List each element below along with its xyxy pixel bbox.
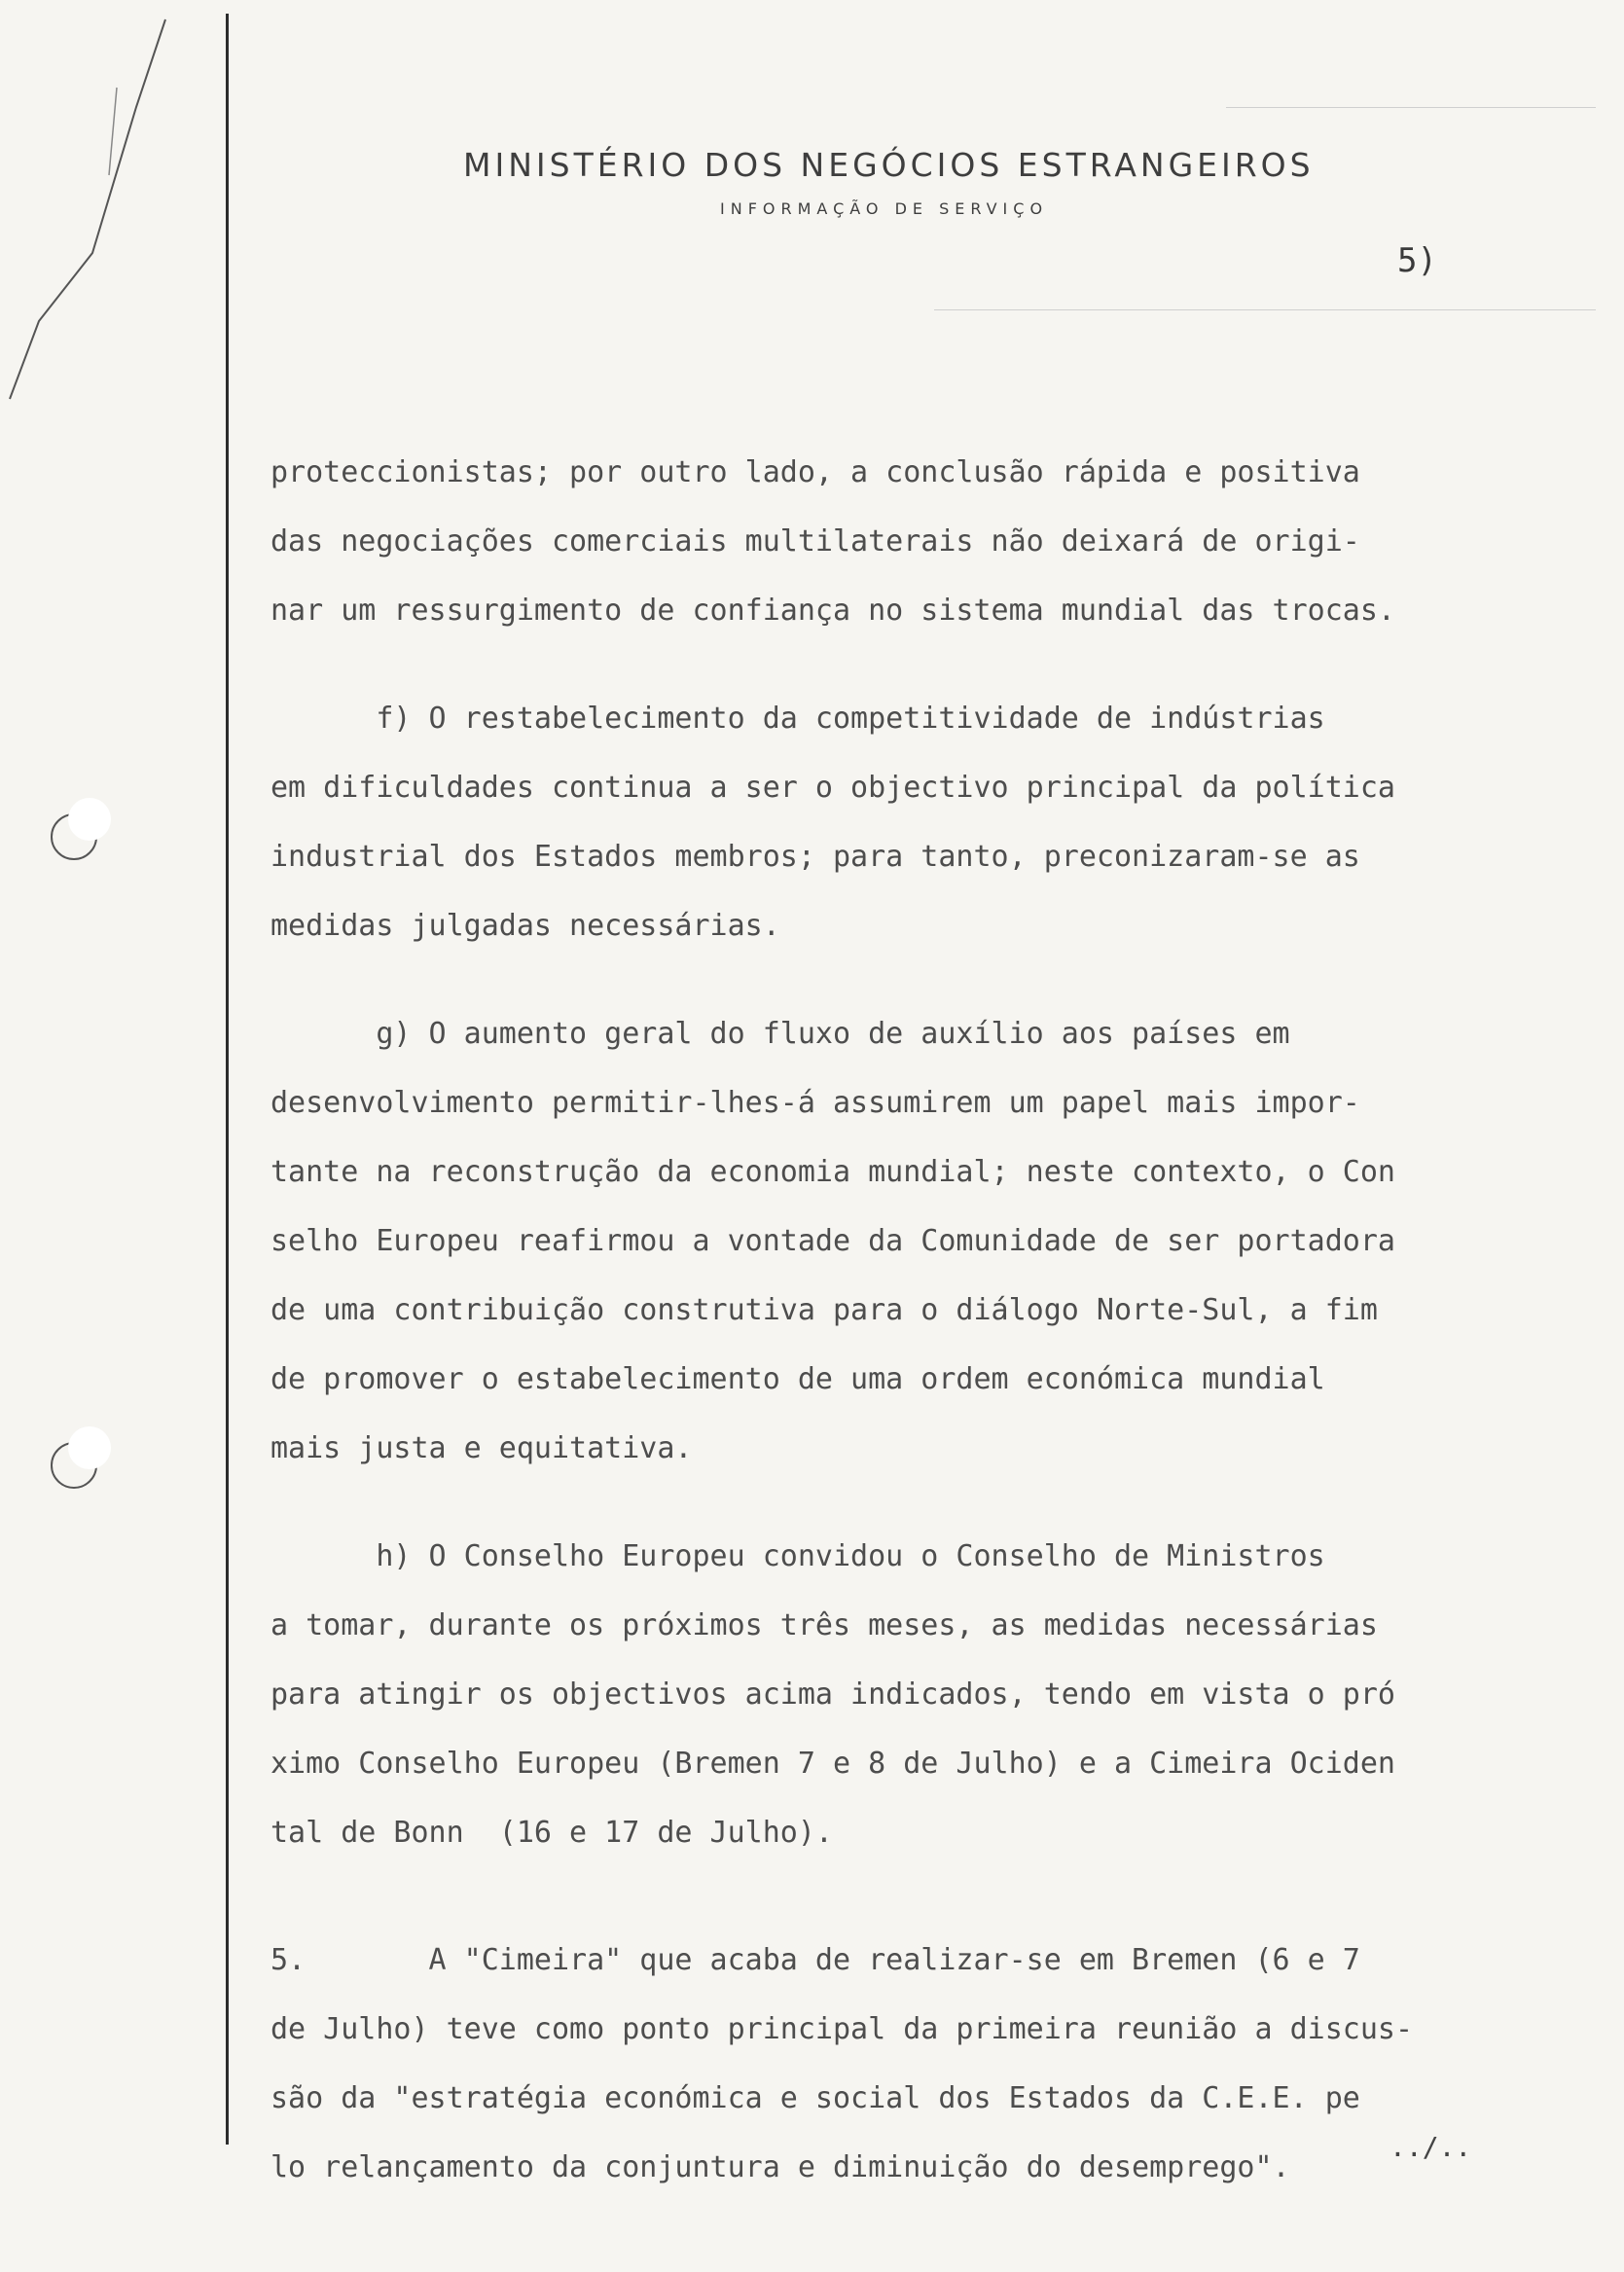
paragraph-h [271, 1522, 1579, 1867]
paragraph-g [271, 999, 1579, 1483]
header-rule-top [1226, 107, 1596, 108]
text-line: proteccionistas; por outro lado, a conclusão rápida e positiva [271, 455, 1360, 489]
paragraph-5 [271, 1926, 1579, 2202]
text-line: 5. A "Cimeira" que acaba de realizar-se em Bremen (6 e 7 [271, 1943, 1360, 1977]
text-line: selho Europeu reafirmou a vontade da Comunidade de ser portadora [271, 1224, 1395, 1258]
paragraph-e-continuation [271, 438, 1579, 645]
punch-hole-top [51, 813, 97, 860]
text-line: tante na reconstrução da economia mundial; neste contexto, o Con [271, 1155, 1395, 1189]
text-line: f) O restabelecimento da competitividade de indústrias [271, 702, 1325, 736]
text-line: a tomar, durante os próximos três meses, as medidas necessárias [271, 1608, 1378, 1642]
text-line: de uma contribuição construtiva para o diálogo Norte-Sul, a fim [271, 1293, 1378, 1327]
margin-rule [226, 14, 229, 2145]
text-line: medidas julgadas necessárias. [271, 909, 780, 943]
text-line: nar um ressurgimento de confiança no sistema mundial das trocas. [271, 594, 1395, 628]
text-line: g) O aumento geral do fluxo de auxílio aos países em [271, 1017, 1290, 1051]
ministry-letterhead: MINISTÉRIO DOS NEGÓCIOS ESTRANGEIROS [463, 146, 1315, 184]
text-line: são da "estratégia económica e social dos Estados da C.E.E. pe [271, 2081, 1360, 2115]
paragraph-f [271, 684, 1579, 960]
document-body [271, 438, 1579, 2202]
text-line: para atingir os objectivos acima indicados, tendo em vista o pró [271, 1677, 1395, 1712]
text-line: de Julho) teve como ponto principal da primeira reunião a discus- [271, 2012, 1413, 2046]
punch-hole-bottom [51, 1442, 97, 1489]
text-line: ximo Conselho Europeu (Bremen 7 e 8 de Julho) e a Cimeira Ociden [271, 1747, 1395, 1781]
header-rule-bottom [934, 309, 1596, 310]
text-line: das negociações comerciais multilaterais não deixará de origi- [271, 524, 1360, 559]
continuation-mark: ../.. [1389, 2131, 1472, 2163]
text-line: mais justa e equitativa. [271, 1431, 693, 1465]
text-line: lo relançamento da conjuntura e diminuição do desemprego". [271, 2150, 1290, 2184]
pencil-mark [0, 0, 195, 409]
text-line: em dificuldades continua a ser o objectivo principal da política [271, 771, 1395, 805]
text-line: de promover o estabelecimento de uma ordem económica mundial [271, 1362, 1325, 1396]
page-number: 5) [1397, 241, 1437, 280]
text-line: h) O Conselho Europeu convidou o Conselho de Ministros [271, 1539, 1325, 1573]
service-subheading: INFORMAÇÃO DE SERVIÇO [720, 199, 1049, 218]
text-line: desenvolvimento permitir-lhes-á assumirem um papel mais impor- [271, 1086, 1360, 1120]
text-line: tal de Bonn (16 e 17 de Julho). [271, 1816, 833, 1850]
text-line: industrial dos Estados membros; para tanto, preconizaram-se as [271, 840, 1360, 874]
